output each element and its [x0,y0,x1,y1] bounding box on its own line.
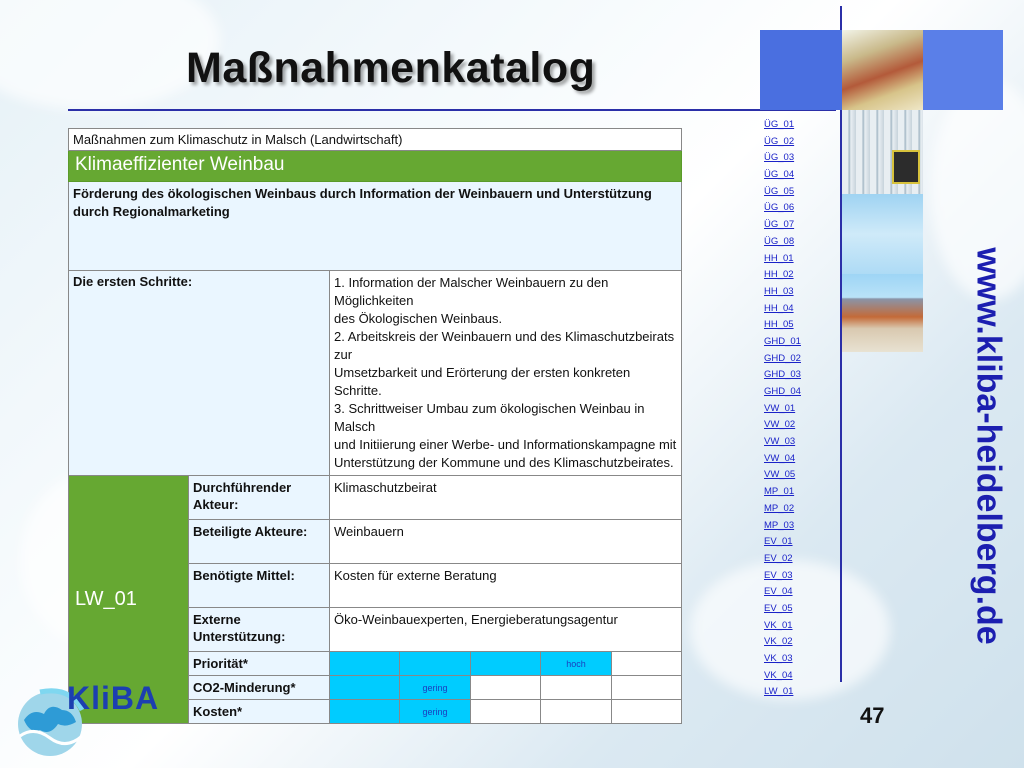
rating-cell [400,652,471,676]
rating-label: Kosten* [189,700,330,724]
rating-cell [330,652,400,676]
index-link-item [764,184,801,201]
rating-cell [612,652,682,676]
index-link-item [764,651,801,668]
index-link-item [764,634,801,651]
index-link[interactable]: ÜG_03 [764,152,795,164]
rating-level-text: gering [400,676,471,700]
first-steps-line: des Ökologischen Weinbaus. [334,311,503,326]
photo-strip [842,30,923,352]
index-link[interactable]: VW_01 [764,402,796,414]
index-link[interactable]: EV_01 [764,536,793,548]
first-steps-text [330,271,682,476]
table-subtitle: Maßnahmen zum Klimaschutz in Malsch (Landwirtschaft) [69,129,682,151]
index-link[interactable]: GHD_02 [764,352,801,364]
index-link[interactable]: ÜG_06 [764,202,795,214]
index-link[interactable]: VW_04 [764,452,796,464]
heating-pipes-photo [842,110,923,194]
row-label-external-support: Externe Unterstützung: [189,608,330,652]
index-link[interactable]: MP_02 [764,502,795,514]
roof-solar-photo [842,30,923,110]
rating-cell [612,676,682,700]
index-link[interactable]: ÜG_05 [764,185,795,197]
row-value-resources: Kosten für externe Beratung [330,564,682,608]
index-link-item [764,217,801,234]
index-link[interactable]: VW_05 [764,469,796,481]
index-link-item [764,284,801,301]
index-link[interactable]: GHD_01 [764,335,801,347]
measure-code: LW_01 [69,476,189,724]
row-value-participants: Weinbauern [330,520,682,564]
rating-label: Priorität* [189,652,330,676]
rating-level-text: hoch [541,652,612,676]
index-link[interactable]: HH_03 [764,285,794,297]
index-link-item [764,200,801,217]
measure-heading: Klimaeffizienter Weinbau [69,151,682,182]
index-link-item [764,134,801,151]
index-link[interactable]: MP_03 [764,519,795,531]
index-link[interactable]: ÜG_02 [764,135,795,147]
index-link[interactable]: EV_04 [764,586,793,598]
index-link-item [764,551,801,568]
first-steps-line: 3. Schrittweiser Umbau zum ökologischen Weinbau in Malsch [334,401,645,434]
measure-description: Förderung des ökologischen Weinbaus durch Information der Weinbauern und Unterstützung durch Regionalmarketing [69,182,682,271]
index-link[interactable]: ÜG_01 [764,119,795,130]
index-link-item [764,601,801,618]
kliba-logo-text: KliBA [67,680,160,716]
rating-cell [330,700,400,724]
row-value-actor: Klimaschutzbeirat [330,476,682,520]
sky-photo [842,194,923,274]
blue-decor-block [760,30,842,110]
rating-cell [471,676,541,700]
website-url[interactable]: www.kliba-heidelberg.de [969,247,1008,645]
index-link-item [764,618,801,635]
index-link[interactable]: VK_04 [764,669,793,681]
index-link-item [764,501,801,518]
rating-cell [612,700,682,724]
index-link-item [764,518,801,535]
row-label-participants: Beteiligte Akteure: [189,520,330,564]
measure-index-links [764,117,801,701]
index-link-item [764,384,801,401]
building-photo [842,274,923,352]
row-label-resources: Benötigte Mittel: [189,564,330,608]
index-link-item [764,117,801,134]
index-link[interactable]: EV_03 [764,569,793,581]
index-link-item [764,367,801,384]
row-label-actor: Durchführender Akteur: [189,476,330,520]
index-link-item [764,234,801,251]
index-link[interactable]: GHD_03 [764,369,801,381]
index-link-item [764,534,801,551]
index-link[interactable]: HH_01 [764,252,794,264]
index-link-item [764,267,801,284]
index-link[interactable]: VK_02 [764,636,793,648]
index-link[interactable]: HH_05 [764,319,794,331]
rating-cell [541,676,612,700]
index-link[interactable]: LW_01 [764,686,794,698]
first-steps-line: Umsetzbarkeit und Erörterung der ersten konkreten Schritte. [334,365,631,398]
index-link-item [764,451,801,468]
rating-cell [541,700,612,724]
index-link-item [764,334,801,351]
rating-label: CO2-Minderung* [189,676,330,700]
index-link[interactable]: VW_03 [764,436,796,448]
first-steps-line: 2. Arbeitskreis der Weinbauern und des Klimaschutzbeirats zur [334,329,675,362]
index-link[interactable]: MP_01 [764,486,795,498]
boiler-box [892,150,920,184]
title-divider [68,109,836,111]
index-link-item [764,317,801,334]
first-steps-line: Unterstützung der Kommune und des Klimaschutzbeirates. [334,455,674,470]
first-steps-label: Die ersten Schritte: [69,271,330,476]
index-link[interactable]: ÜG_08 [764,235,795,247]
first-steps-line: und Initiierung einer Werbe- und Informationskampagne mit [334,437,677,452]
index-link[interactable]: EV_02 [764,552,793,564]
index-link-item [764,584,801,601]
index-link-item [764,684,801,701]
index-link-item [764,467,801,484]
index-link[interactable]: ÜG_04 [764,169,795,181]
rating-level-text: gering [400,700,471,724]
rating-cell [330,676,400,700]
row-value-external-support: Öko-Weinbauexperten, Energieberatungsagentur [330,608,682,652]
measure-catalog-table [68,128,682,724]
page-title: Maßnahmenkatalog [186,44,596,92]
index-link-item [764,434,801,451]
index-link-item [764,401,801,418]
index-link-item [764,301,801,318]
index-link-item [764,167,801,184]
index-link[interactable]: HH_04 [764,302,794,314]
index-link[interactable]: GHD_04 [764,386,801,397]
index-link[interactable]: HH_02 [764,269,794,281]
index-link-item [764,251,801,268]
index-link[interactable]: VK_03 [764,653,793,664]
rating-cell [471,700,541,724]
index-link[interactable]: VW_02 [764,419,796,431]
page-number: 47 [860,703,885,728]
index-link-item [764,668,801,685]
index-link-item [764,568,801,585]
index-link[interactable]: EV_05 [764,602,793,614]
index-link-item [764,351,801,368]
rating-cell [471,652,541,676]
first-steps-line: 1. Information der Malscher Weinbauern zu den Möglichkeiten [334,275,609,308]
index-link-item [764,150,801,167]
blue-decor-block [923,30,1003,110]
index-link[interactable]: ÜG_07 [764,219,795,231]
index-link[interactable]: VK_01 [764,619,793,631]
index-link-item [764,417,801,434]
index-link-item [764,484,801,501]
